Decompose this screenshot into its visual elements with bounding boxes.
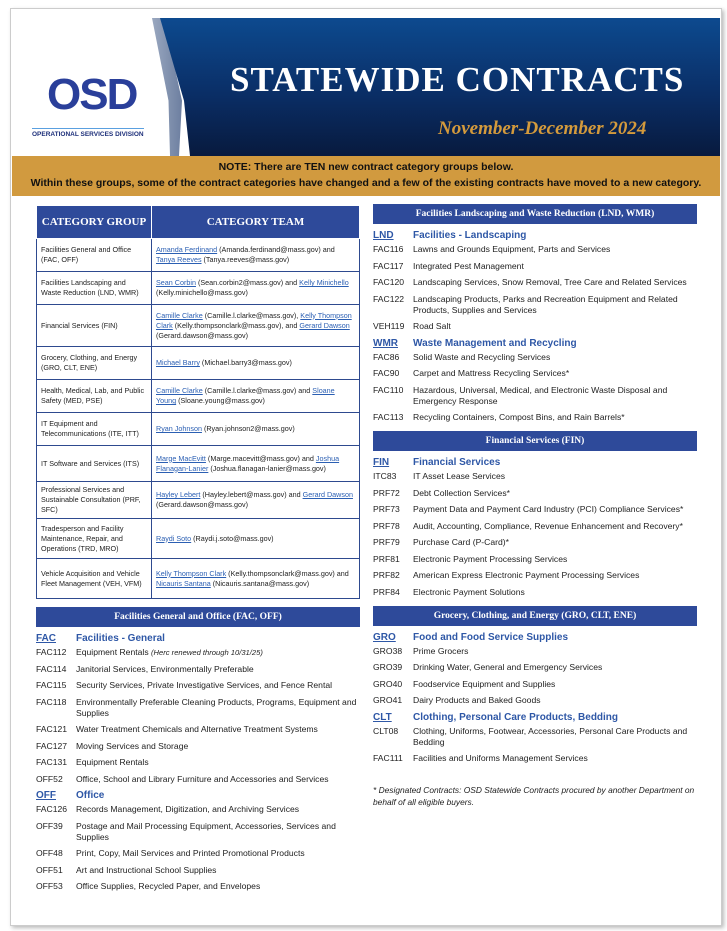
contact-link[interactable]: Camille Clarke xyxy=(156,310,203,320)
category-team-cell xyxy=(152,239,360,272)
contract-text: Purchase Card (P-Card)* xyxy=(413,537,509,547)
contract-item xyxy=(36,865,360,876)
contact-link[interactable]: Camille Clarke xyxy=(156,386,203,395)
contract-code: FAC116 xyxy=(373,244,404,254)
subcategory-header xyxy=(36,790,360,801)
contract-title xyxy=(76,680,360,691)
contract-text: Integrated Pest Management xyxy=(413,260,524,271)
contract-item xyxy=(373,412,697,423)
contact-link[interactable]: Gerard Dawson xyxy=(302,490,353,499)
table-row xyxy=(37,347,360,380)
contact-email: (Amanda.ferdinand@mass.gov) and xyxy=(217,245,335,254)
contact-email: (Kelly.minichello@mass.gov) xyxy=(156,288,248,297)
contract-title xyxy=(76,865,360,876)
table-row xyxy=(37,446,360,482)
contract-code: FAC117 xyxy=(373,260,404,271)
contract-text: Equipment Rentals xyxy=(76,647,151,657)
page-title: STATEWIDE CONTRACTS xyxy=(230,60,685,99)
contact-email: (Michael.barry3@mass.gov) xyxy=(199,358,292,367)
contract-title xyxy=(413,521,697,532)
contract-title xyxy=(76,821,360,843)
subcategory-code: OFF xyxy=(36,790,56,801)
contact-link[interactable]: Kelly Thompson Clark xyxy=(156,568,227,578)
contract-title xyxy=(76,724,360,735)
contract-code: GRO38 xyxy=(373,645,403,656)
contact-email: (Sean.corbin2@mass.gov) and xyxy=(195,278,300,287)
subcategory-header xyxy=(373,457,697,468)
contract-text: Records Management, Digitization, and Archiving Services xyxy=(76,804,300,814)
subcategory-code: LND xyxy=(373,230,394,241)
contract-code: OFF39 xyxy=(36,820,63,831)
contract-text: Print, Copy, Mail Services and Printed Promotional Products xyxy=(76,848,305,858)
contract-item xyxy=(373,554,697,565)
contract-item xyxy=(36,804,360,815)
contact-email: (Tanya.reeves@mass.gov) xyxy=(201,255,290,264)
contract-code: ITC83 xyxy=(373,471,397,481)
note-banner xyxy=(12,156,720,196)
contact-email: (Raydi.j.soto@mass.gov) xyxy=(191,533,274,543)
contract-item xyxy=(373,646,697,657)
contract-title xyxy=(76,848,360,859)
logo-mark: OSD xyxy=(47,70,137,119)
contract-title xyxy=(413,368,697,379)
contract-item xyxy=(373,504,697,515)
category-group-cell: Financial Services (FIN) xyxy=(37,305,152,347)
category-group-cell: Tradesperson and Facility Maintenance, Repair, and Operations (TRD, MRO) xyxy=(37,519,152,559)
contract-text: Equipment Rentals xyxy=(76,757,149,767)
section-header: Grocery, Clothing, and Energy (GRO, CLT, ENE) xyxy=(373,606,697,626)
category-team-cell xyxy=(152,380,360,413)
contract-code: FAC118 xyxy=(36,696,67,707)
contract-code: PRF72 xyxy=(373,487,400,498)
contract-title xyxy=(413,412,697,423)
category-group-cell: Health, Medical, Lab, and Public Safety (MED, PSE) xyxy=(37,380,152,413)
contact-email: (Kelly.thompsonclark@mass.gov) and xyxy=(226,568,349,578)
category-team-table xyxy=(36,205,360,599)
subcategory-title: Facilities - General xyxy=(76,633,165,644)
contract-item xyxy=(373,662,697,673)
contract-text: Electronic Payment Processing Services xyxy=(413,553,568,564)
contract-title xyxy=(76,804,360,815)
contract-title xyxy=(413,537,697,548)
contact-link[interactable]: Kelly Minichello xyxy=(299,278,349,287)
category-team-cell xyxy=(152,559,360,599)
contract-text: IT Asset Lease Services xyxy=(413,471,506,481)
category-group-cell: Vehicle Acquisition and Vehicle Fleet Management (VEH, VFM) xyxy=(37,559,152,599)
column-header-team: CATEGORY TEAM xyxy=(152,206,360,239)
contract-title xyxy=(76,757,360,768)
contract-code: FAC113 xyxy=(373,412,404,422)
subcategory-header xyxy=(373,712,697,723)
issue-date: November-December 2024 xyxy=(438,118,647,139)
category-group-cell: Professional Services and Sustainable Consultation (PRF, SFC) xyxy=(37,482,152,519)
contract-code: PRF78 xyxy=(373,520,400,531)
contract-title xyxy=(413,587,697,598)
contract-item xyxy=(373,753,697,764)
subcategory-code: FIN xyxy=(373,457,390,468)
contract-item xyxy=(373,488,697,499)
contract-text: Environmentally Preferable Cleaning Products, Programs, Equipment and Supplies xyxy=(76,696,357,718)
contact-link[interactable]: Nicauris Santana xyxy=(156,578,211,588)
contact-link[interactable]: Joshua Flanagan-Lanier xyxy=(156,453,340,473)
contract-title xyxy=(413,679,697,690)
category-group-cell: Facilities General and Office (FAC, OFF) xyxy=(37,239,152,272)
contract-item xyxy=(373,261,697,272)
contract-title xyxy=(413,294,697,316)
contact-link[interactable]: Marge MacEvitt xyxy=(156,453,206,463)
contact-link[interactable]: Raydi Soto xyxy=(156,533,192,543)
contract-code: PRF81 xyxy=(373,553,400,564)
subcategory-title: Clothing, Personal Care Products, Bedding xyxy=(413,711,619,723)
contract-item xyxy=(36,848,360,859)
contract-item xyxy=(36,821,360,843)
category-team-cell xyxy=(152,482,360,519)
contract-code: FAC110 xyxy=(373,384,404,395)
contact-email: (Camille.l.clarke@mass.gov) and xyxy=(202,386,313,395)
contract-item xyxy=(36,774,360,785)
category-group-cell: Grocery, Clothing, and Energy (GRO, CLT, ENE) xyxy=(37,347,152,380)
contract-item xyxy=(36,724,360,735)
contract-text: Foodservice Equipment and Supplies xyxy=(413,678,556,689)
contract-title xyxy=(76,664,360,675)
contract-title xyxy=(413,646,697,657)
contact-email: (Camille.l.clarke@mass.gov), xyxy=(202,310,301,320)
contact-link[interactable]: Ryan Johnson xyxy=(156,424,202,433)
right-column xyxy=(373,204,697,808)
contract-code: OFF51 xyxy=(36,864,63,875)
contract-code: FAC127 xyxy=(36,740,68,751)
subcategory-code: GRO xyxy=(373,631,396,643)
contract-text: Electronic Payment Solutions xyxy=(413,586,525,597)
contract-code: FAC121 xyxy=(36,724,68,734)
subcategory-title: Waste Management and Recycling xyxy=(413,337,577,349)
category-team-cell xyxy=(152,413,360,446)
subcategory-code: FAC xyxy=(36,633,56,644)
section-header: Financial Services (FIN) xyxy=(373,431,697,451)
note-line-1: NOTE: There are TEN new contract category groups below. xyxy=(218,161,514,173)
contract-text: Office Supplies, Recycled Paper, and Envelopes xyxy=(76,881,261,891)
contract-text: Landscaping Products, Parks and Recreation Equipment and Related Products, Supplies and Services xyxy=(413,293,678,315)
contract-item xyxy=(373,679,697,690)
subcategory-header xyxy=(373,632,697,643)
table-row xyxy=(37,305,360,347)
contract-code: PRF84 xyxy=(373,586,400,597)
contract-text: Dairy Products and Baked Goods xyxy=(413,695,541,705)
contact-email: (Nicauris.santana@mass.gov) xyxy=(210,578,310,588)
contract-title xyxy=(413,726,697,748)
contract-item xyxy=(373,385,697,407)
contact-link[interactable]: Michael Barry xyxy=(156,358,200,367)
contract-text: Water Treatment Chemicals and Alternative Treatment Systems xyxy=(76,724,318,734)
table-row xyxy=(37,413,360,446)
category-team-cell xyxy=(152,519,360,559)
contract-item xyxy=(36,664,360,675)
table-row xyxy=(37,239,360,272)
contract-code: FAC126 xyxy=(36,804,68,814)
contract-text: Janitorial Services, Environmentally Preferable xyxy=(76,663,254,674)
contract-item xyxy=(373,277,697,288)
contract-title xyxy=(413,244,697,255)
subcategory-title: Office xyxy=(76,790,105,801)
table-row xyxy=(37,559,360,599)
contract-item xyxy=(373,471,697,482)
contract-text: Drinking Water, General and Emergency Services xyxy=(413,662,603,672)
contract-title xyxy=(413,352,697,363)
contract-code: FAC111 xyxy=(373,753,403,763)
contract-title xyxy=(413,570,697,581)
category-group-cell: IT Equipment and Telecommunications (ITE, ITT) xyxy=(37,413,152,446)
contact-link[interactable]: Sean Corbin xyxy=(156,278,196,287)
logo-subtitle: OPERATIONAL SERVICES DIVISION xyxy=(32,128,144,138)
subcategory-title: Financial Services xyxy=(413,457,501,468)
contract-title xyxy=(413,504,697,515)
contract-code: FAC114 xyxy=(36,663,67,674)
contract-code: FAC122 xyxy=(373,293,405,304)
category-team-cell xyxy=(152,272,360,305)
contact-email: (Sloane.young@mass.gov) xyxy=(176,396,265,405)
contract-text: Payment Data and Payment Card Industry (PCI) Compliance Services* xyxy=(413,504,684,514)
note-line-2: Within these groups, some of the contract categories have changed and a few of the existing contracts have moved to a new category. xyxy=(30,177,702,189)
contract-code: FAC86 xyxy=(373,351,400,362)
contact-link[interactable]: Sloane Young xyxy=(156,386,335,405)
contact-email: (Joshua.flanagan-lanier@mass.gov) xyxy=(208,463,326,473)
contract-item xyxy=(36,647,360,658)
contract-code: FAC131 xyxy=(36,757,68,767)
contract-item xyxy=(373,368,697,379)
footnote: * Designated Contracts: OSD Statewide Contracts procured by another Department on behalf of all eligible buyers. xyxy=(373,785,695,807)
contract-note: (Herc renewed through 10/31/25) xyxy=(151,648,263,657)
category-team-cell xyxy=(152,347,360,380)
contract-text: Prime Grocers xyxy=(413,645,469,656)
contract-code: GRO39 xyxy=(373,662,403,672)
contract-text: Postage and Mail Processing Equipment, Accessories, Services and Supplies xyxy=(76,820,336,842)
contact-link[interactable]: Gerard Dawson xyxy=(299,320,350,330)
category-group-cell: IT Software and Services (ITS) xyxy=(37,446,152,482)
contract-text: Audit, Accounting, Compliance, Revenue Enhancement and Recovery* xyxy=(413,520,683,531)
contract-item xyxy=(36,757,360,768)
contact-email: (Gerard.dawson@mass.gov) xyxy=(156,330,248,340)
osd-logo xyxy=(12,18,172,156)
subcategory-header xyxy=(373,338,697,349)
subcategory-header xyxy=(373,230,697,241)
contract-text: Moving Services and Storage xyxy=(76,740,189,751)
contract-title xyxy=(413,695,697,706)
contract-title xyxy=(76,647,360,658)
contract-code: OFF53 xyxy=(36,881,63,891)
contract-item xyxy=(373,521,697,532)
contract-code: VEH119 xyxy=(373,321,405,331)
contract-code: FAC90 xyxy=(373,368,400,378)
section-header: Facilities Landscaping and Waste Reduction (LND, WMR) xyxy=(373,204,697,224)
contract-code: PRF79 xyxy=(373,537,400,547)
contract-item xyxy=(373,587,697,598)
contact-email: (Marge.macevitt@mass.gov) and xyxy=(205,453,316,463)
contract-title xyxy=(413,554,697,565)
category-team-cell xyxy=(152,305,360,347)
table-row xyxy=(37,519,360,559)
contract-item xyxy=(373,244,697,255)
contract-text: Solid Waste and Recycling Services xyxy=(413,351,551,362)
contract-title xyxy=(76,881,360,892)
contract-item xyxy=(373,570,697,581)
contract-title xyxy=(76,697,360,719)
contract-code: FAC115 xyxy=(36,680,67,690)
contract-text: Security Services, Private Investigative Services, and Fence Rental xyxy=(76,680,333,690)
contract-code: FAC112 xyxy=(36,647,67,657)
contract-item xyxy=(36,680,360,691)
contact-email: (Kelly.thompsonclark@mass.gov), and xyxy=(172,320,300,330)
contract-text: Hazardous, Universal, Medical, and Electronic Waste Disposal and Emergency Response xyxy=(413,384,668,406)
contract-item xyxy=(373,695,697,706)
contract-text: American Express Electronic Payment Processing Services xyxy=(413,570,640,580)
contract-text: Lawns and Grounds Equipment, Parts and Services xyxy=(413,244,611,254)
contract-title xyxy=(413,277,697,288)
subcategory-code: WMR xyxy=(373,337,398,349)
table-row xyxy=(37,482,360,519)
contract-title xyxy=(413,753,697,764)
contract-text: Debt Collection Services* xyxy=(413,487,510,498)
contract-code: FAC120 xyxy=(373,277,405,287)
contract-item xyxy=(373,321,697,332)
contract-item xyxy=(36,741,360,752)
contact-link[interactable]: Hayley Lebert xyxy=(156,490,201,499)
contract-text: Road Salt xyxy=(413,321,451,331)
contract-item xyxy=(36,697,360,719)
contract-item xyxy=(373,352,697,363)
contract-item xyxy=(373,726,697,748)
contract-item xyxy=(36,881,360,892)
subcategory-header xyxy=(36,633,360,644)
contact-link[interactable]: Amanda Ferdinand xyxy=(156,245,218,254)
contract-code: OFF52 xyxy=(36,773,63,784)
contract-title xyxy=(413,662,697,673)
contract-text: Clothing, Uniforms, Footwear, Accessories, Personal Care Products and Bedding xyxy=(413,725,688,747)
table-row xyxy=(37,272,360,305)
contact-link[interactable]: Kelly Thompson Clark xyxy=(156,310,352,330)
contract-title xyxy=(413,261,697,272)
contract-title xyxy=(413,471,697,482)
contract-text: Art and Instructional School Supplies xyxy=(76,864,217,875)
contact-email: (Gerard.dawson@mass.gov) xyxy=(156,500,248,509)
contact-email: (Ryan.johnson2@mass.gov) xyxy=(201,424,295,433)
subcategory-title: Food and Food Service Supplies xyxy=(413,631,569,643)
contract-text: Facilities and Uniforms Management Services xyxy=(413,753,588,763)
contract-text: Office, School and Library Furniture and Accessories and Services xyxy=(76,773,329,784)
contract-item xyxy=(373,537,697,548)
section-header: Facilities General and Office (FAC, OFF) xyxy=(36,607,360,627)
contract-code: GRO41 xyxy=(373,695,403,705)
category-group-cell: Facilities Landscaping and Waste Reduction (LND, WMR) xyxy=(37,272,152,305)
contract-title xyxy=(413,321,697,332)
contract-title xyxy=(76,774,360,785)
column-header-group: CATEGORY GROUP xyxy=(37,206,152,239)
contract-code: PRF73 xyxy=(373,504,400,514)
subcategory-code: CLT xyxy=(373,711,392,723)
contract-item xyxy=(373,294,697,316)
contract-title xyxy=(76,741,360,752)
contact-link[interactable]: Tanya Reeves xyxy=(156,255,202,264)
contract-text: Landscaping Services, Snow Removal, Tree Care and Related Services xyxy=(413,277,687,287)
left-column xyxy=(36,205,360,898)
contract-code: GRO40 xyxy=(373,678,403,689)
contract-title xyxy=(413,385,697,407)
contract-code: CLT08 xyxy=(373,725,399,736)
contract-text: Carpet and Mattress Recycling Services* xyxy=(413,368,570,378)
contract-code: PRF82 xyxy=(373,570,400,580)
header xyxy=(12,18,720,156)
category-team-cell xyxy=(152,446,360,482)
contract-code: OFF48 xyxy=(36,848,63,858)
contract-text: Recycling Containers, Compost Bins, and Rain Barrels* xyxy=(413,412,625,422)
subcategory-title: Facilities - Landscaping xyxy=(413,230,527,241)
contact-email: (Hayley.lebert@mass.gov) and xyxy=(200,490,303,499)
contract-title xyxy=(413,488,697,499)
table-row xyxy=(37,380,360,413)
